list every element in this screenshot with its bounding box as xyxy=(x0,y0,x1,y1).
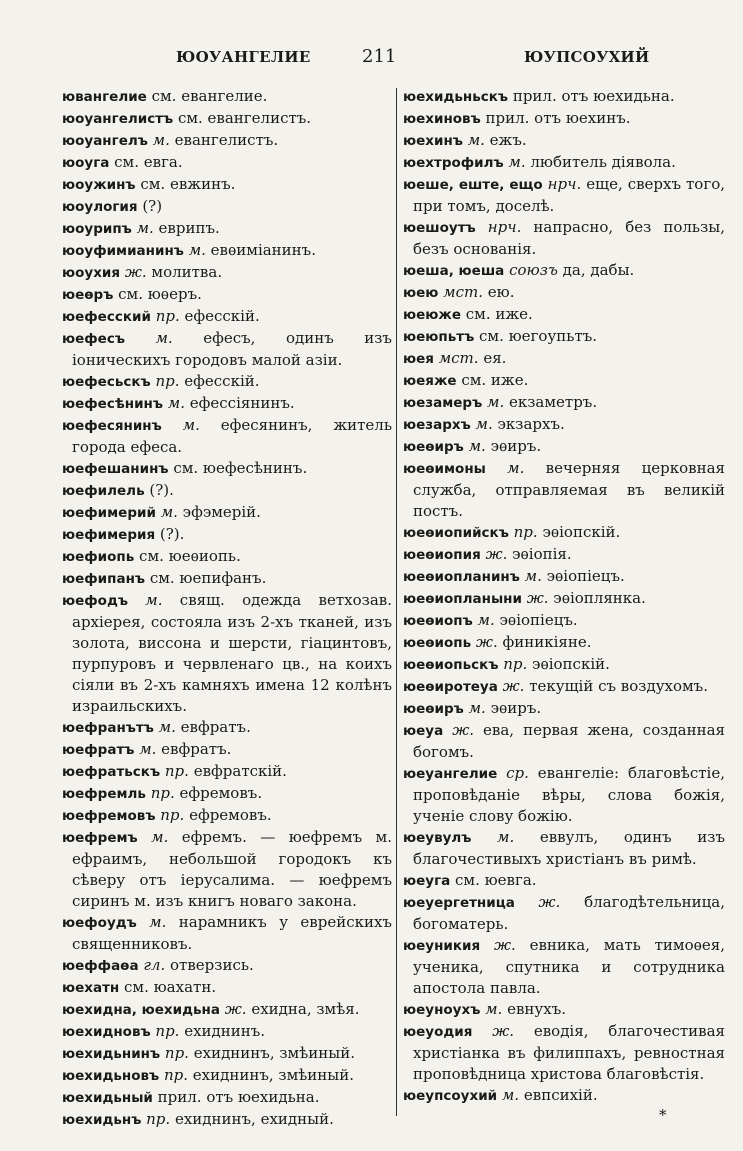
dictionary-entry xyxy=(62,86,392,108)
entry-definition: ева, первая жена, созданная богомъ. xyxy=(413,721,725,761)
entry-headword: юеюже xyxy=(403,307,461,323)
dictionary-entry xyxy=(62,783,392,805)
footer-mark: * xyxy=(659,1106,667,1124)
dictionary-entry xyxy=(62,284,392,306)
entry-definition: еврипъ. xyxy=(153,219,220,237)
entry-definition: (?). xyxy=(144,481,174,499)
entry-headword: юефремъ xyxy=(62,830,138,846)
column-divider xyxy=(396,88,397,1116)
entry-definition: экзархъ. xyxy=(492,415,565,433)
entry-grammar: ж. xyxy=(480,936,516,954)
entry-definition: эѳіопскій. xyxy=(527,655,610,673)
entry-definition: (?) xyxy=(137,197,163,215)
entry-grammar: м. xyxy=(136,913,167,931)
entry-grammar: пр. xyxy=(150,1022,180,1040)
entry-definition: ехиднинъ, змѣиный. xyxy=(188,1066,355,1084)
entry-headword: юеуникия xyxy=(403,938,481,954)
entry-definition: любитель діявола. xyxy=(525,153,676,171)
entry-headword: юефремовъ xyxy=(62,808,156,824)
entry-definition: евфратскій. xyxy=(188,762,287,780)
entry-headword: юоуга xyxy=(62,155,110,171)
entry-definition: см. иже. xyxy=(461,305,533,323)
entry-grammar: м. xyxy=(519,567,542,585)
entry-headword: юеѳръ xyxy=(62,287,114,303)
entry-definition: ефесъ, одинъ изъ іоническихъ городовъ малой азіи. xyxy=(72,329,392,369)
entry-definition: см. юефесѣнинъ. xyxy=(168,459,308,477)
entry-headword: юехиновъ xyxy=(403,111,481,127)
dictionary-entry xyxy=(403,999,725,1021)
entry-definition: эѳіопіецъ. xyxy=(494,611,578,629)
dictionary-entry xyxy=(62,240,392,262)
entry-grammar: ж. xyxy=(521,589,549,607)
dictionary-entry xyxy=(62,717,392,739)
entry-definition: см. юахатн. xyxy=(119,978,217,996)
entry-headword: юеѳиръ xyxy=(403,701,464,717)
entry-headword: юефесьскъ xyxy=(62,374,151,390)
dictionary-entry xyxy=(403,892,725,935)
entry-grammar: м. xyxy=(482,393,505,411)
dictionary-entry xyxy=(62,805,392,827)
entry-headword: юеша, юеша xyxy=(403,263,505,279)
entry-headword: юефесский xyxy=(62,309,151,325)
entry-headword: ювангелие xyxy=(62,89,147,105)
entry-grammar: ж. xyxy=(514,893,561,911)
entry-grammar: м. xyxy=(462,131,485,149)
dictionary-entry xyxy=(403,108,725,130)
dictionary-entry xyxy=(403,522,725,544)
entry-definition: молитва. xyxy=(146,263,223,281)
entry-grammar: пр. xyxy=(150,307,180,325)
entry-grammar: пр. xyxy=(498,655,528,673)
entry-grammar: союзъ xyxy=(504,261,558,279)
dictionary-entry xyxy=(62,1065,392,1087)
dictionary-entry xyxy=(62,328,392,371)
entry-grammar: мст. xyxy=(438,283,484,301)
dictionary-entry xyxy=(403,174,725,217)
entry-headword: юеуга xyxy=(403,873,451,889)
dictionary-entry xyxy=(62,568,392,590)
entry-headword: юефесъ xyxy=(62,331,125,347)
entry-grammar: м. xyxy=(183,241,206,259)
dictionary-entry xyxy=(403,282,725,304)
entry-grammar: м. xyxy=(485,459,525,477)
dictionary-entry xyxy=(403,260,725,282)
entry-definition: ефремовъ. xyxy=(184,806,272,824)
dictionary-entry xyxy=(62,1087,392,1109)
entry-definition: евника, мать тимоѳея, ученика, спутника и сотрудника апостола павла. xyxy=(413,936,725,997)
entry-definition: эѳіоплянка. xyxy=(548,589,646,607)
entry-definition: ежъ. xyxy=(484,131,527,149)
entry-grammar: м. xyxy=(124,329,173,347)
entry-definition: да, дабы. xyxy=(557,261,635,279)
entry-definition: еще, сверхъ того, при томъ, доселѣ. xyxy=(413,175,725,215)
dictionary-entry xyxy=(403,348,725,370)
entry-definition: эѳиръ. xyxy=(485,437,542,455)
entry-definition: напрасно, без пользы, безъ основанія. xyxy=(413,218,725,258)
entry-headword: юезархъ xyxy=(403,417,471,433)
entry-definition: екзаметръ. xyxy=(504,393,598,411)
entry-definition: ехиднинъ, ехидный. xyxy=(170,1110,334,1128)
running-header xyxy=(0,44,743,74)
entry-headword: юехидновъ xyxy=(62,1024,151,1040)
dictionary-entry xyxy=(403,720,725,763)
dictionary-entry xyxy=(62,152,392,174)
entry-definition: эѳіопіецъ. xyxy=(541,567,625,585)
dictionary-entry xyxy=(403,588,725,610)
dictionary-entry xyxy=(403,935,725,999)
entry-definition: вечерняя церковная служба, отправляемая въ великій постъ. xyxy=(413,459,725,520)
entry-headword: юехидьновъ xyxy=(62,1068,160,1084)
dictionary-entry xyxy=(62,130,392,152)
dictionary-entry xyxy=(62,480,392,502)
dictionary-entry xyxy=(62,174,392,196)
entry-definition: эѳіопскій. xyxy=(537,523,621,541)
entry-headword: юеуодия xyxy=(403,1024,473,1040)
dictionary-entry xyxy=(403,544,725,566)
dictionary-entry xyxy=(62,415,392,458)
entry-headword: юехатн xyxy=(62,980,120,996)
dictionary-entry xyxy=(62,1109,392,1131)
entry-headword: юоуангелистъ xyxy=(62,111,174,127)
right-column xyxy=(403,86,725,1107)
dictionary-entry xyxy=(403,1021,725,1085)
entry-grammar: ж. xyxy=(497,677,525,695)
entry-definition: см. евжинъ. xyxy=(135,175,236,193)
dictionary-entry xyxy=(403,676,725,698)
entry-definition: ефремъ. — юефремъ м. ефраимъ, небольшой городокъ къ сѣверу отъ іерусалима. — юефремъ сиринъ м. изъ книгъ новаго закона. xyxy=(72,828,392,910)
entry-headword: юеуергетница xyxy=(403,895,515,911)
entry-definition: см. юевга. xyxy=(450,871,537,889)
entry-headword: юеѳиротеуа xyxy=(403,679,498,695)
dictionary-entry xyxy=(62,999,392,1021)
entry-grammar: м. xyxy=(463,699,486,717)
entry-definition: см. евангелие. xyxy=(146,87,268,105)
dictionary-entry xyxy=(62,912,392,955)
entry-headword: юефратъ xyxy=(62,742,135,758)
entry-definition: отверзись. xyxy=(165,956,254,974)
entry-definition: см. евангелистъ. xyxy=(173,109,312,127)
dictionary-entry xyxy=(62,306,392,328)
entry-headword: юефесѣнинъ xyxy=(62,396,164,412)
entry-grammar: пр. xyxy=(155,806,185,824)
entry-headword: юехтрофилъ xyxy=(403,155,504,171)
entry-headword: юефимерия xyxy=(62,527,156,543)
dictionary-entry xyxy=(403,86,725,108)
entry-headword: юефесянинъ xyxy=(62,418,162,434)
entry-headword: юефиопь xyxy=(62,549,135,565)
entry-headword: юеѳиопийскъ xyxy=(403,525,509,541)
entry-grammar: гл. xyxy=(138,956,166,974)
entry-headword: юеѳиопланинъ xyxy=(403,569,520,585)
entry-definition: евнухъ. xyxy=(502,1000,567,1018)
entry-headword: юеѳиопь xyxy=(403,635,472,651)
dictionary-entry xyxy=(62,590,392,717)
entry-grammar: м. xyxy=(463,437,486,455)
entry-definition: нарамникъ у еврейскихъ священниковъ. xyxy=(72,913,392,953)
dictionary-entry xyxy=(403,130,725,152)
entry-definition: прил. отъ юехинъ. xyxy=(480,109,631,127)
dictionary-entry xyxy=(403,217,725,260)
entry-headword: юеѳиопия xyxy=(403,547,481,563)
entry-headword: юефешанинъ xyxy=(62,461,169,477)
entry-grammar: ср. xyxy=(497,764,529,782)
entry-grammar: м. xyxy=(470,415,493,433)
entry-grammar: м. xyxy=(147,131,170,149)
entry-definition: благодѣтельница, богоматерь. xyxy=(413,893,725,933)
entry-grammar: пр. xyxy=(160,1044,189,1062)
entry-grammar: м. xyxy=(161,416,200,434)
entry-headword: юеуангелие xyxy=(403,766,498,782)
dictionary-entry xyxy=(62,955,392,977)
dictionary-entry xyxy=(403,326,725,348)
entry-headword: юею xyxy=(403,285,439,301)
entry-headword: юешоутъ xyxy=(403,220,476,236)
entry-grammar: м. xyxy=(131,219,154,237)
entry-definition: евпсихій. xyxy=(519,1086,598,1104)
entry-headword: юоужинъ xyxy=(62,177,136,193)
entry-headword: юеувулъ xyxy=(403,830,472,846)
entry-definition: см. юеѳиопь. xyxy=(134,547,241,565)
entry-headword: юеупсоухий xyxy=(403,1088,498,1104)
entry-definition: ехиднинъ. xyxy=(179,1022,266,1040)
entry-grammar: м. xyxy=(153,718,176,736)
entry-definition: свящ. одежда ветхозав. архіерея, состояла изъ 2-хъ тканей, изъ золота, виссона и шерсти, гіацинтовъ, пурпуровъ и червленаго цв., на коихъ сіяли въ 2-хъ камняхъ имена 12 колѣнъ израильскихъ. xyxy=(72,591,392,715)
entry-headword: юехидна, юехидьна xyxy=(62,1002,220,1018)
dictionary-entry xyxy=(403,654,725,676)
entry-definition: евангелистъ. xyxy=(169,131,279,149)
page-number: 211 xyxy=(362,46,397,67)
entry-headword: юеѳиръ xyxy=(403,439,464,455)
entry-grammar: пр. xyxy=(160,762,189,780)
entry-grammar: м. xyxy=(472,611,495,629)
dictionary-entry xyxy=(403,436,725,458)
entry-grammar: пр. xyxy=(508,523,538,541)
dictionary-entry xyxy=(403,370,725,392)
dictionary-entry xyxy=(403,458,725,522)
entry-definition: эфэмерій. xyxy=(177,503,261,521)
entry-definition: ефессіянинъ. xyxy=(185,394,295,412)
entry-grammar: м. xyxy=(471,828,515,846)
dictionary-entry xyxy=(62,196,392,218)
entry-grammar: ж. xyxy=(480,545,508,563)
entry-headword: юехидьньскъ xyxy=(403,89,509,105)
header-right-word: ЮУПСОУХИЙ xyxy=(524,48,650,66)
entry-headword: юоурипъ xyxy=(62,221,132,237)
entry-definition: эѳіопія. xyxy=(507,545,572,563)
entry-definition: см. евга. xyxy=(109,153,183,171)
entry-headword: юеуа xyxy=(403,723,444,739)
entry-definition: финикіяне. xyxy=(497,633,592,651)
entry-definition: евфратъ. xyxy=(175,718,251,736)
dictionary-entry xyxy=(62,218,392,240)
entry-definition: прил. отъ юехидьна. xyxy=(152,1088,320,1106)
entry-definition: еввулъ, одинъ изъ благочестивыхъ христіанъ въ римѣ. xyxy=(413,828,725,868)
entry-definition: ехидна, змѣя. xyxy=(246,1000,360,1018)
entry-headword: юефипанъ xyxy=(62,571,146,587)
entry-headword: юезамеръ xyxy=(403,395,483,411)
entry-grammar: пр. xyxy=(159,1066,188,1084)
dictionary-entry xyxy=(403,414,725,436)
entry-definition: евангеліе: благовѣстіе, проповѣданіе вѣры, слова божія, ученіе слову божію. xyxy=(413,764,725,825)
entry-headword: юеѳиопьскъ xyxy=(403,657,499,673)
dictionary-entry xyxy=(403,392,725,414)
entry-definition: см. иже. xyxy=(456,371,529,389)
entry-headword: юеяже xyxy=(403,373,457,389)
entry-grammar: ж. xyxy=(219,1000,247,1018)
entry-headword: юефранътъ xyxy=(62,720,154,736)
dictionary-entry xyxy=(62,546,392,568)
entry-definition: см. юѳеръ. xyxy=(113,285,202,303)
dictionary-entry xyxy=(62,371,392,393)
entry-headword: юеффаѳа xyxy=(62,958,139,974)
entry-definition: см. юепифанъ. xyxy=(145,569,267,587)
entry-grammar: м. xyxy=(137,828,169,846)
dictionary-entry xyxy=(403,1085,725,1107)
entry-definition: текущій съ воздухомъ. xyxy=(524,677,708,695)
entry-headword: юефремль xyxy=(62,786,146,802)
entry-definition: ея. xyxy=(478,349,507,367)
entry-headword: юоулогия xyxy=(62,199,138,215)
entry-headword: юехидьный xyxy=(62,1090,153,1106)
entry-definition: ехиднинъ, змѣиный. xyxy=(188,1044,355,1062)
entry-definition: ефесскій. xyxy=(179,307,260,325)
entry-definition: ефесскій. xyxy=(179,372,260,390)
entry-definition: эѳиръ. xyxy=(485,699,542,717)
entry-grammar: м. xyxy=(134,740,157,758)
entry-grammar: пр. xyxy=(141,1110,171,1128)
entry-grammar: ж. xyxy=(472,1022,515,1040)
entry-definition: ею. xyxy=(483,283,515,301)
entry-definition: евѳиміанинъ. xyxy=(205,241,316,259)
entry-grammar: ж. xyxy=(443,721,475,739)
entry-headword: юеѳиопланыни xyxy=(403,591,522,607)
dictionary-entry xyxy=(62,502,392,524)
dictionary-entry xyxy=(62,458,392,480)
dictionary-entry xyxy=(62,1043,392,1065)
entry-grammar: м. xyxy=(163,394,186,412)
dictionary-entry xyxy=(403,870,725,892)
entry-headword: юехидьнинъ xyxy=(62,1046,161,1062)
entry-grammar: пр. xyxy=(150,372,180,390)
entry-headword: юефратьскъ xyxy=(62,764,161,780)
dictionary-entry xyxy=(62,108,392,130)
entry-definition: (?). xyxy=(155,525,185,543)
entry-headword: юеюпьтъ xyxy=(403,329,475,345)
left-column xyxy=(62,86,392,1131)
entry-grammar: нрч. xyxy=(475,218,522,236)
entry-grammar: пр. xyxy=(145,784,175,802)
entry-definition: прил. отъ юехидьна. xyxy=(508,87,675,105)
dictionary-entry xyxy=(403,827,725,870)
entry-headword: юеѳимоны xyxy=(403,461,486,477)
dictionary-entry xyxy=(62,977,392,999)
dictionary-entry xyxy=(62,827,392,912)
entry-headword: юоуфимианинъ xyxy=(62,243,184,259)
entry-headword: юефодъ xyxy=(62,593,128,609)
dictionary-entry xyxy=(62,761,392,783)
entry-grammar: м. xyxy=(503,153,526,171)
entry-headword: юоухия xyxy=(62,265,121,281)
entry-headword: юефимерий xyxy=(62,505,156,521)
dictionary-entry xyxy=(403,566,725,588)
entry-grammar: нрч. xyxy=(542,175,582,193)
entry-definition: ефремовъ. xyxy=(174,784,263,802)
header-left-word: ЮОУАНГЕЛИЕ xyxy=(176,48,311,66)
entry-grammar: м. xyxy=(480,1000,503,1018)
entry-headword: юехидьнъ xyxy=(62,1112,142,1128)
entry-headword: юефилель xyxy=(62,483,145,499)
entry-definition: еводія, благочестивая христіанка въ филиппахъ, ревностная проповѣдница христова благовѣстія. xyxy=(413,1022,726,1083)
dictionary-entry xyxy=(403,763,725,827)
dictionary-entry xyxy=(403,152,725,174)
entry-grammar: м. xyxy=(497,1086,520,1104)
entry-headword: юея xyxy=(403,351,434,367)
entry-grammar: мст. xyxy=(433,349,479,367)
dictionary-entry xyxy=(62,524,392,546)
dictionary-entry xyxy=(62,739,392,761)
entry-grammar: м. xyxy=(128,591,163,609)
entry-grammar: м. xyxy=(155,503,178,521)
entry-headword: юефоудъ xyxy=(62,915,137,931)
dictionary-entry xyxy=(403,632,725,654)
dictionary-entry xyxy=(62,1021,392,1043)
entry-definition: евфратъ. xyxy=(156,740,232,758)
dictionary-entry xyxy=(62,262,392,284)
entry-headword: юоуангелъ xyxy=(62,133,148,149)
dictionary-entry xyxy=(403,304,725,326)
entry-headword: юехинъ xyxy=(403,133,463,149)
entry-headword: юеше, еште, ещо xyxy=(403,177,543,193)
entry-grammar: ж. xyxy=(471,633,498,651)
entry-grammar: ж. xyxy=(120,263,147,281)
dictionary-entry xyxy=(403,698,725,720)
entry-definition: см. юегоупьтъ. xyxy=(474,327,598,345)
dictionary-entry xyxy=(403,610,725,632)
dictionary-entry xyxy=(62,393,392,415)
entry-headword: юеуноухъ xyxy=(403,1002,481,1018)
entry-headword: юеѳиопъ xyxy=(403,613,473,629)
entry-definition: ефесянинъ, житель города ефеса. xyxy=(72,416,392,456)
